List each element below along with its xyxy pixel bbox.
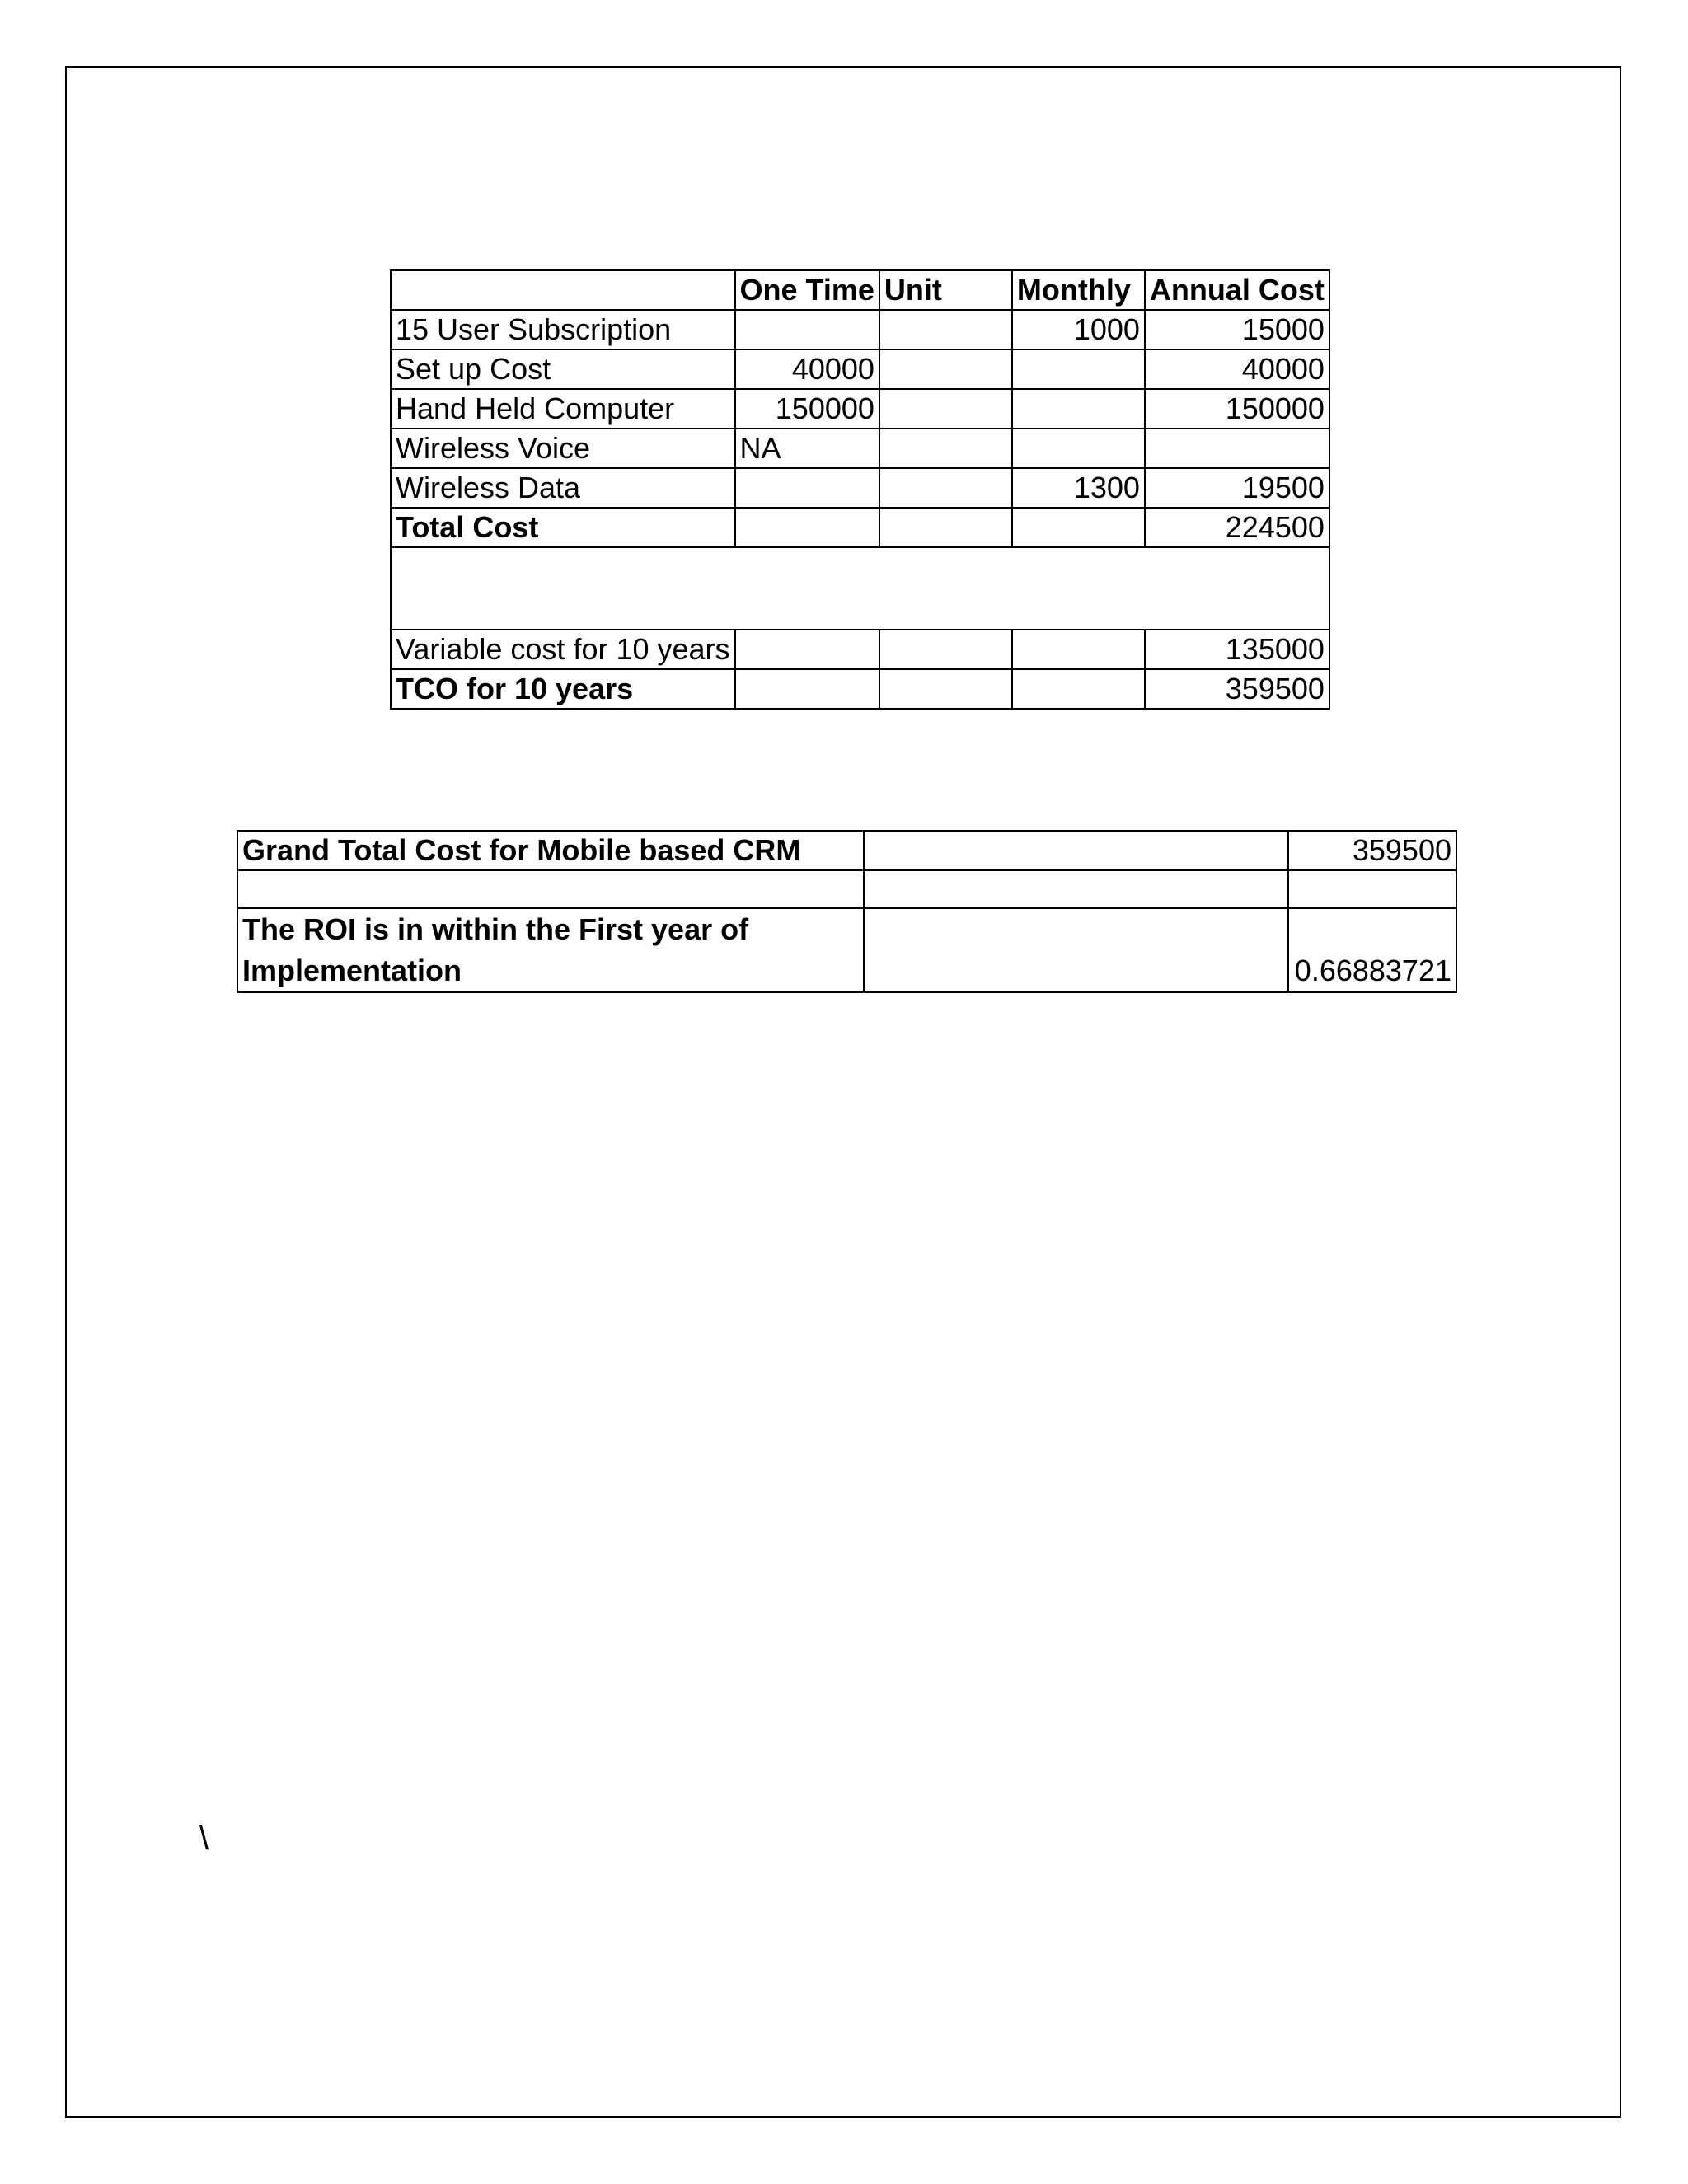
empty-cell (879, 669, 1012, 709)
monthly-cell (1012, 429, 1145, 468)
unit-cell (879, 389, 1012, 429)
row-label: Set up Cost (391, 349, 735, 389)
annual-cell: 359500 (1145, 669, 1329, 709)
monthly-cell: 1300 (1012, 468, 1145, 508)
row-label: Total Cost (391, 508, 735, 547)
row-label: 15 User Subscription (391, 310, 735, 349)
monthly-cell (1012, 508, 1145, 547)
annual-cell: 15000 (1145, 310, 1329, 349)
table-row (391, 349, 1329, 389)
unit-cell (879, 429, 1012, 468)
row-label: TCO for 10 years (391, 669, 735, 709)
annual-cell: 224500 (1145, 508, 1329, 547)
monthly-cell (1012, 349, 1145, 389)
table-row (391, 389, 1329, 429)
variable-cost-row (391, 630, 1329, 669)
header-row (391, 270, 1329, 310)
roi-label: The ROI is in within the First year of Implementation (237, 908, 864, 992)
spacer-cell (391, 547, 1329, 630)
stray-backslash: \ (199, 1821, 209, 1857)
table-row (391, 468, 1329, 508)
unit-cell (879, 310, 1012, 349)
total-cost-row (391, 508, 1329, 547)
grand-total-label: Grand Total Cost for Mobile based CRM (237, 831, 864, 870)
empty-cell (864, 908, 1288, 992)
table-row (391, 429, 1329, 468)
annual-cell: 40000 (1145, 349, 1329, 389)
spacer-row (391, 547, 1329, 630)
header-annual-cost: Annual Cost (1145, 270, 1329, 310)
unit-cell (879, 349, 1012, 389)
empty-cell (879, 630, 1012, 669)
row-label: Variable cost for 10 years (391, 630, 735, 669)
roi-row (237, 908, 1456, 992)
monthly-cell (1012, 389, 1145, 429)
header-monthly: Monthly (1012, 270, 1145, 310)
empty-cell (1012, 669, 1145, 709)
tco-row (391, 669, 1329, 709)
roi-value: 0.66883721 (1288, 908, 1456, 992)
blank-row (237, 870, 1456, 908)
empty-cell (864, 831, 1288, 870)
annual-cell (1145, 429, 1329, 468)
row-label: Hand Held Computer (391, 389, 735, 429)
header-unit: Unit (879, 270, 1012, 310)
monthly-cell: 1000 (1012, 310, 1145, 349)
unit-cell (879, 468, 1012, 508)
empty-cell (1012, 630, 1145, 669)
cost-table (390, 269, 1330, 710)
empty-cell (864, 870, 1288, 908)
one-time-cell: 150000 (735, 389, 879, 429)
annual-cell: 19500 (1145, 468, 1329, 508)
annual-cell: 150000 (1145, 389, 1329, 429)
unit-cell (879, 508, 1012, 547)
summary-table (237, 830, 1457, 993)
grand-total-value: 359500 (1288, 831, 1456, 870)
annual-cell: 135000 (1145, 630, 1329, 669)
one-time-cell: 40000 (735, 349, 879, 389)
empty-cell (735, 669, 879, 709)
empty-cell (735, 630, 879, 669)
empty-cell (237, 870, 864, 908)
one-time-cell (735, 310, 879, 349)
one-time-cell: NA (735, 429, 879, 468)
grand-total-row (237, 831, 1456, 870)
table-row (391, 310, 1329, 349)
one-time-cell (735, 468, 879, 508)
header-cell-empty (391, 270, 735, 310)
empty-cell (1288, 870, 1456, 908)
row-label: Wireless Data (391, 468, 735, 508)
row-label: Wireless Voice (391, 429, 735, 468)
one-time-cell (735, 508, 879, 547)
header-one-time: One Time (735, 270, 879, 310)
